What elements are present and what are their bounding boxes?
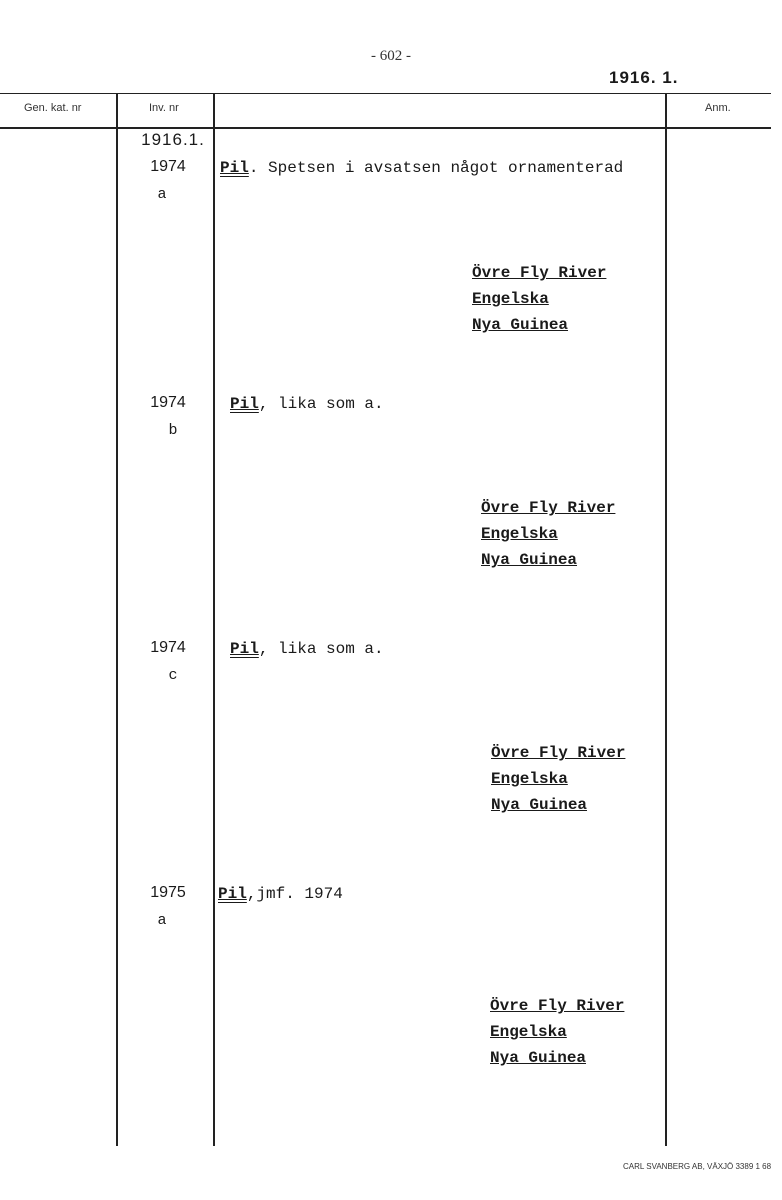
- location-line: Övre Fly River: [472, 264, 607, 282]
- entry-title: Pil: [218, 885, 247, 903]
- entry-title: Pil: [230, 640, 259, 658]
- inv-number: 1974: [150, 158, 186, 175]
- location-line: Övre Fly River: [481, 499, 616, 517]
- location-line: Engelska: [481, 525, 558, 543]
- location-line: Nya Guinea: [490, 1049, 587, 1067]
- location-line: Övre Fly River: [491, 744, 626, 762]
- inv-sub-letter: c: [168, 667, 178, 684]
- column-header-inv: Inv. nr: [149, 102, 179, 114]
- inventory-prefix: 1916.1.: [141, 130, 205, 149]
- location-line: Nya Guinea: [481, 551, 578, 569]
- inv-number: 1975: [150, 884, 186, 901]
- location-block: [491, 740, 625, 818]
- inv-number: 1974: [150, 394, 186, 411]
- location-line: Engelska: [490, 1023, 567, 1041]
- location-line: Engelska: [491, 770, 568, 788]
- inv-sub-letter: b: [168, 422, 178, 439]
- inv-number: 1974: [150, 639, 186, 656]
- entry-description: , lika som a.: [258, 395, 384, 413]
- entry-title: Pil: [220, 159, 249, 177]
- location-line: Engelska: [472, 290, 549, 308]
- location-line: Nya Guinea: [472, 316, 569, 334]
- printer-imprint: CARL SVANBERG AB, VÄXJÖ 3389 1 68: [623, 1162, 772, 1171]
- location-block: [481, 495, 615, 573]
- entry-description: ,jmf. 1974: [246, 885, 343, 903]
- column-divider-gen-inv: [116, 93, 118, 1146]
- serial-number: 1916. 1.: [609, 68, 679, 87]
- entry-description: . Spetsen i avsatsen något ornamenterad: [248, 159, 624, 177]
- location-block: [472, 260, 606, 338]
- inv-sub-letter: a: [157, 186, 167, 203]
- location-block: [490, 993, 624, 1071]
- column-header-gen-kat: Gen. kat. nr: [24, 102, 82, 114]
- inv-sub-letter: a: [157, 912, 167, 929]
- entry-description: , lika som a.: [258, 640, 384, 658]
- location-line: Nya Guinea: [491, 796, 588, 814]
- column-divider-inv-desc: [213, 93, 215, 1146]
- page-number: - 602 -: [371, 48, 411, 64]
- location-line: Övre Fly River: [490, 997, 625, 1015]
- entry-title: Pil: [230, 395, 259, 413]
- column-divider-desc-anm: [665, 93, 667, 1146]
- column-header-anm: Anm.: [705, 102, 731, 114]
